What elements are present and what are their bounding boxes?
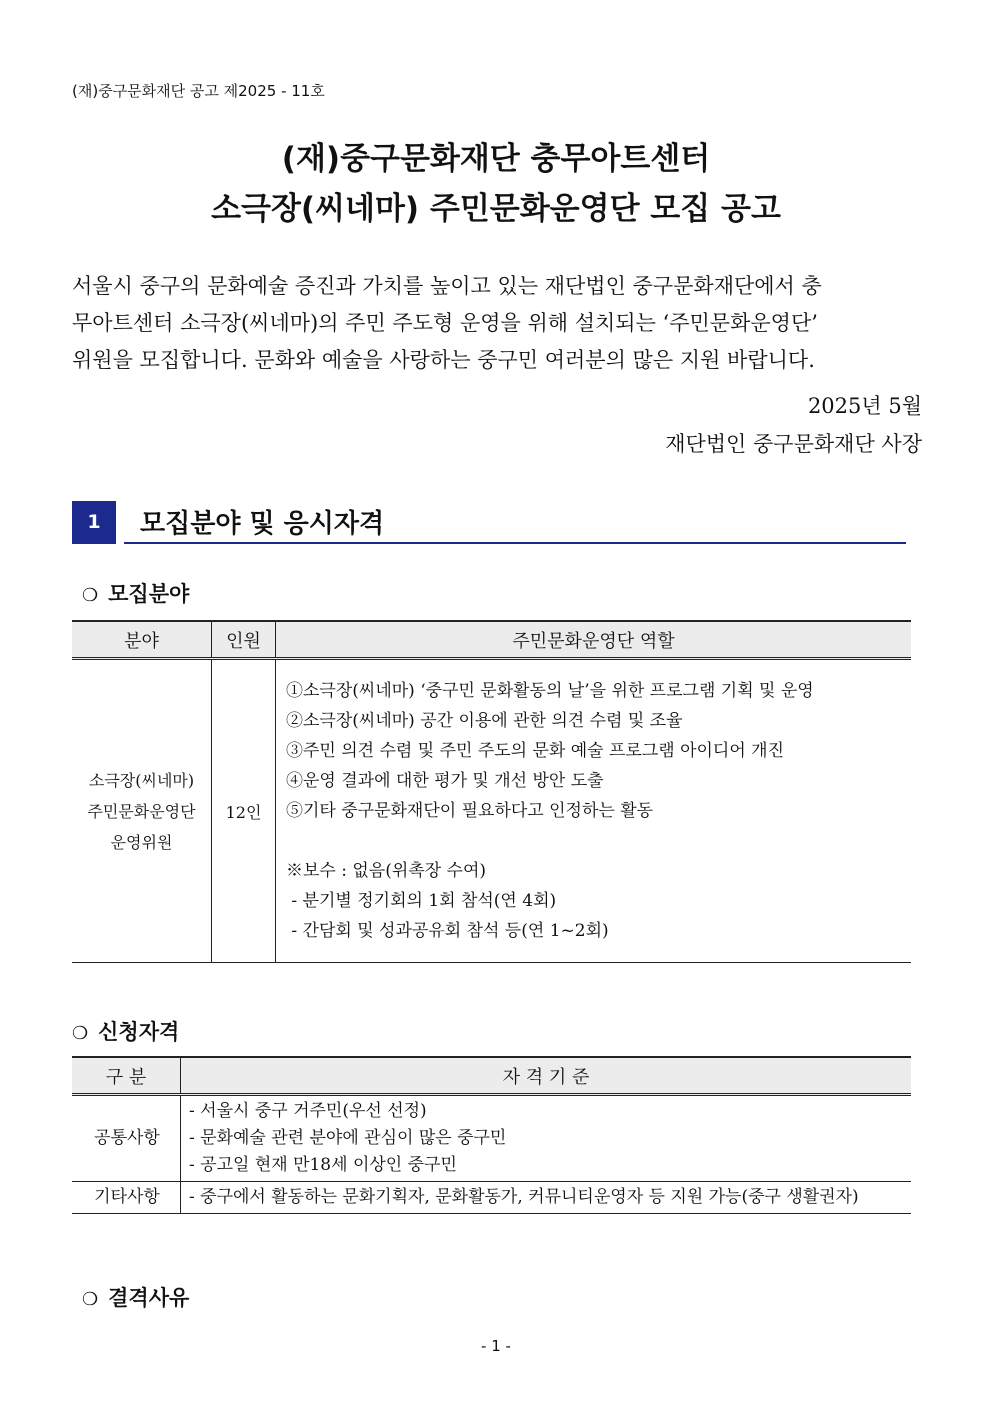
table-header-row (72, 1057, 911, 1095)
qual-item: - 서울시 중구 거주민(우선 선정) (189, 1101, 427, 1121)
pay-line: ※보수 : 없음(위촉장 수여) (286, 861, 487, 881)
qual-item: - 중구에서 활동하는 문화기획자, 문화활동가, 커뮤니티운영자 등 지원 가능(중구 생활권자) (189, 1187, 859, 1207)
table-header: 자 격 기 준 (181, 1057, 912, 1095)
qual-item: - 공고일 현재 만18세 이상인 중구민 (189, 1155, 457, 1175)
intro-line: 서울시 중구의 문화예술 증진과 가치를 높이고 있는 재단법인 중구문화재단에서 충 (72, 274, 822, 298)
intro-line: 무아트센터 소극장(씨네마)의 주민 주도형 운영을 위해 설치되는 ‘주민문화운영단’ (72, 311, 818, 335)
qual-item: - 문화예술 관련 분야에 관심이 많은 중구민 (189, 1128, 507, 1148)
role-item: ①소극장(씨네마) ‘중구민 문화활동의 날’을 위한 프로그램 기획 및 운영 (286, 681, 814, 701)
role-item: ②소극장(씨네마) 공간 이용에 관한 의견 수렴 및 조율 (286, 711, 683, 731)
pay-line: - 분기별 정기회의 1회 참석(연 4회) (286, 891, 557, 911)
role-item: ③주민 의견 수렴 및 주민 주도의 문화 예술 프로그램 아이디어 개진 (286, 741, 785, 761)
section-title: 모집분야 및 응시자격 (140, 509, 385, 539)
circle-bullet-icon: ❍ (72, 1023, 89, 1044)
subheading-label: 결격사유 (108, 1286, 190, 1310)
table-header: 구 분 (72, 1057, 181, 1095)
qual-items (181, 1095, 912, 1182)
section-number: 1 (72, 501, 116, 544)
pay-line: - 간담회 및 성과공유회 참석 등(연 1~2회) (286, 921, 609, 941)
section-header (72, 501, 906, 544)
field-table (72, 620, 911, 963)
intro-line: 위원을 모집합니다. 문화와 예술을 사랑하는 중구민 여러분의 많은 지원 바랍니다. (72, 348, 815, 372)
subheading-field (82, 578, 189, 608)
title-line-1: (재)중구문화재단 충무아트센터 (281, 141, 711, 177)
role-item: ⑤기타 중구문화재단이 필요하다고 인정하는 활동 (286, 801, 654, 821)
field-line: 운영위원 (110, 832, 173, 852)
roles-cell (276, 659, 912, 963)
title-line-2: 소극장(씨네마) 주민문화운영단 모집 공고 (211, 191, 781, 227)
section-underline (124, 542, 906, 544)
notice-date: 2025년 5월 (807, 394, 922, 418)
field-cell (72, 659, 212, 963)
field-line: 소극장(씨네마) (88, 770, 195, 790)
circle-bullet-icon: ❍ (82, 1289, 99, 1310)
subheading-label: 신청자격 (98, 1020, 180, 1044)
qual-label: 기타사항 (72, 1182, 181, 1214)
role-item: ④운영 결과에 대한 평가 및 개선 방안 도출 (286, 771, 604, 791)
qualification-table (72, 1056, 911, 1214)
intro-paragraph (72, 268, 922, 379)
table-header: 인원 (212, 621, 276, 659)
table-row (72, 1095, 911, 1182)
qual-items (181, 1182, 912, 1214)
table-row (72, 659, 911, 963)
signatory: 재단법인 중구문화재단 사장 (665, 432, 922, 456)
circle-bullet-icon: ❍ (82, 585, 99, 606)
qual-label: 공통사항 (72, 1095, 181, 1182)
subheading-qualification (72, 1016, 179, 1046)
count-cell: 12인 (212, 659, 276, 963)
page-number: - 1 - (481, 1337, 511, 1355)
table-header-row (72, 621, 911, 659)
notice-number: (재)중구문화재단 공고 제2025 - 11호 (72, 82, 325, 100)
subheading-label: 모집분야 (108, 582, 190, 606)
table-row (72, 1182, 911, 1214)
table-header: 주민문화운영단 역할 (276, 621, 912, 659)
table-header: 분야 (72, 621, 212, 659)
field-line: 주민문화운영단 (87, 801, 196, 821)
subheading-disqualification (82, 1282, 189, 1312)
